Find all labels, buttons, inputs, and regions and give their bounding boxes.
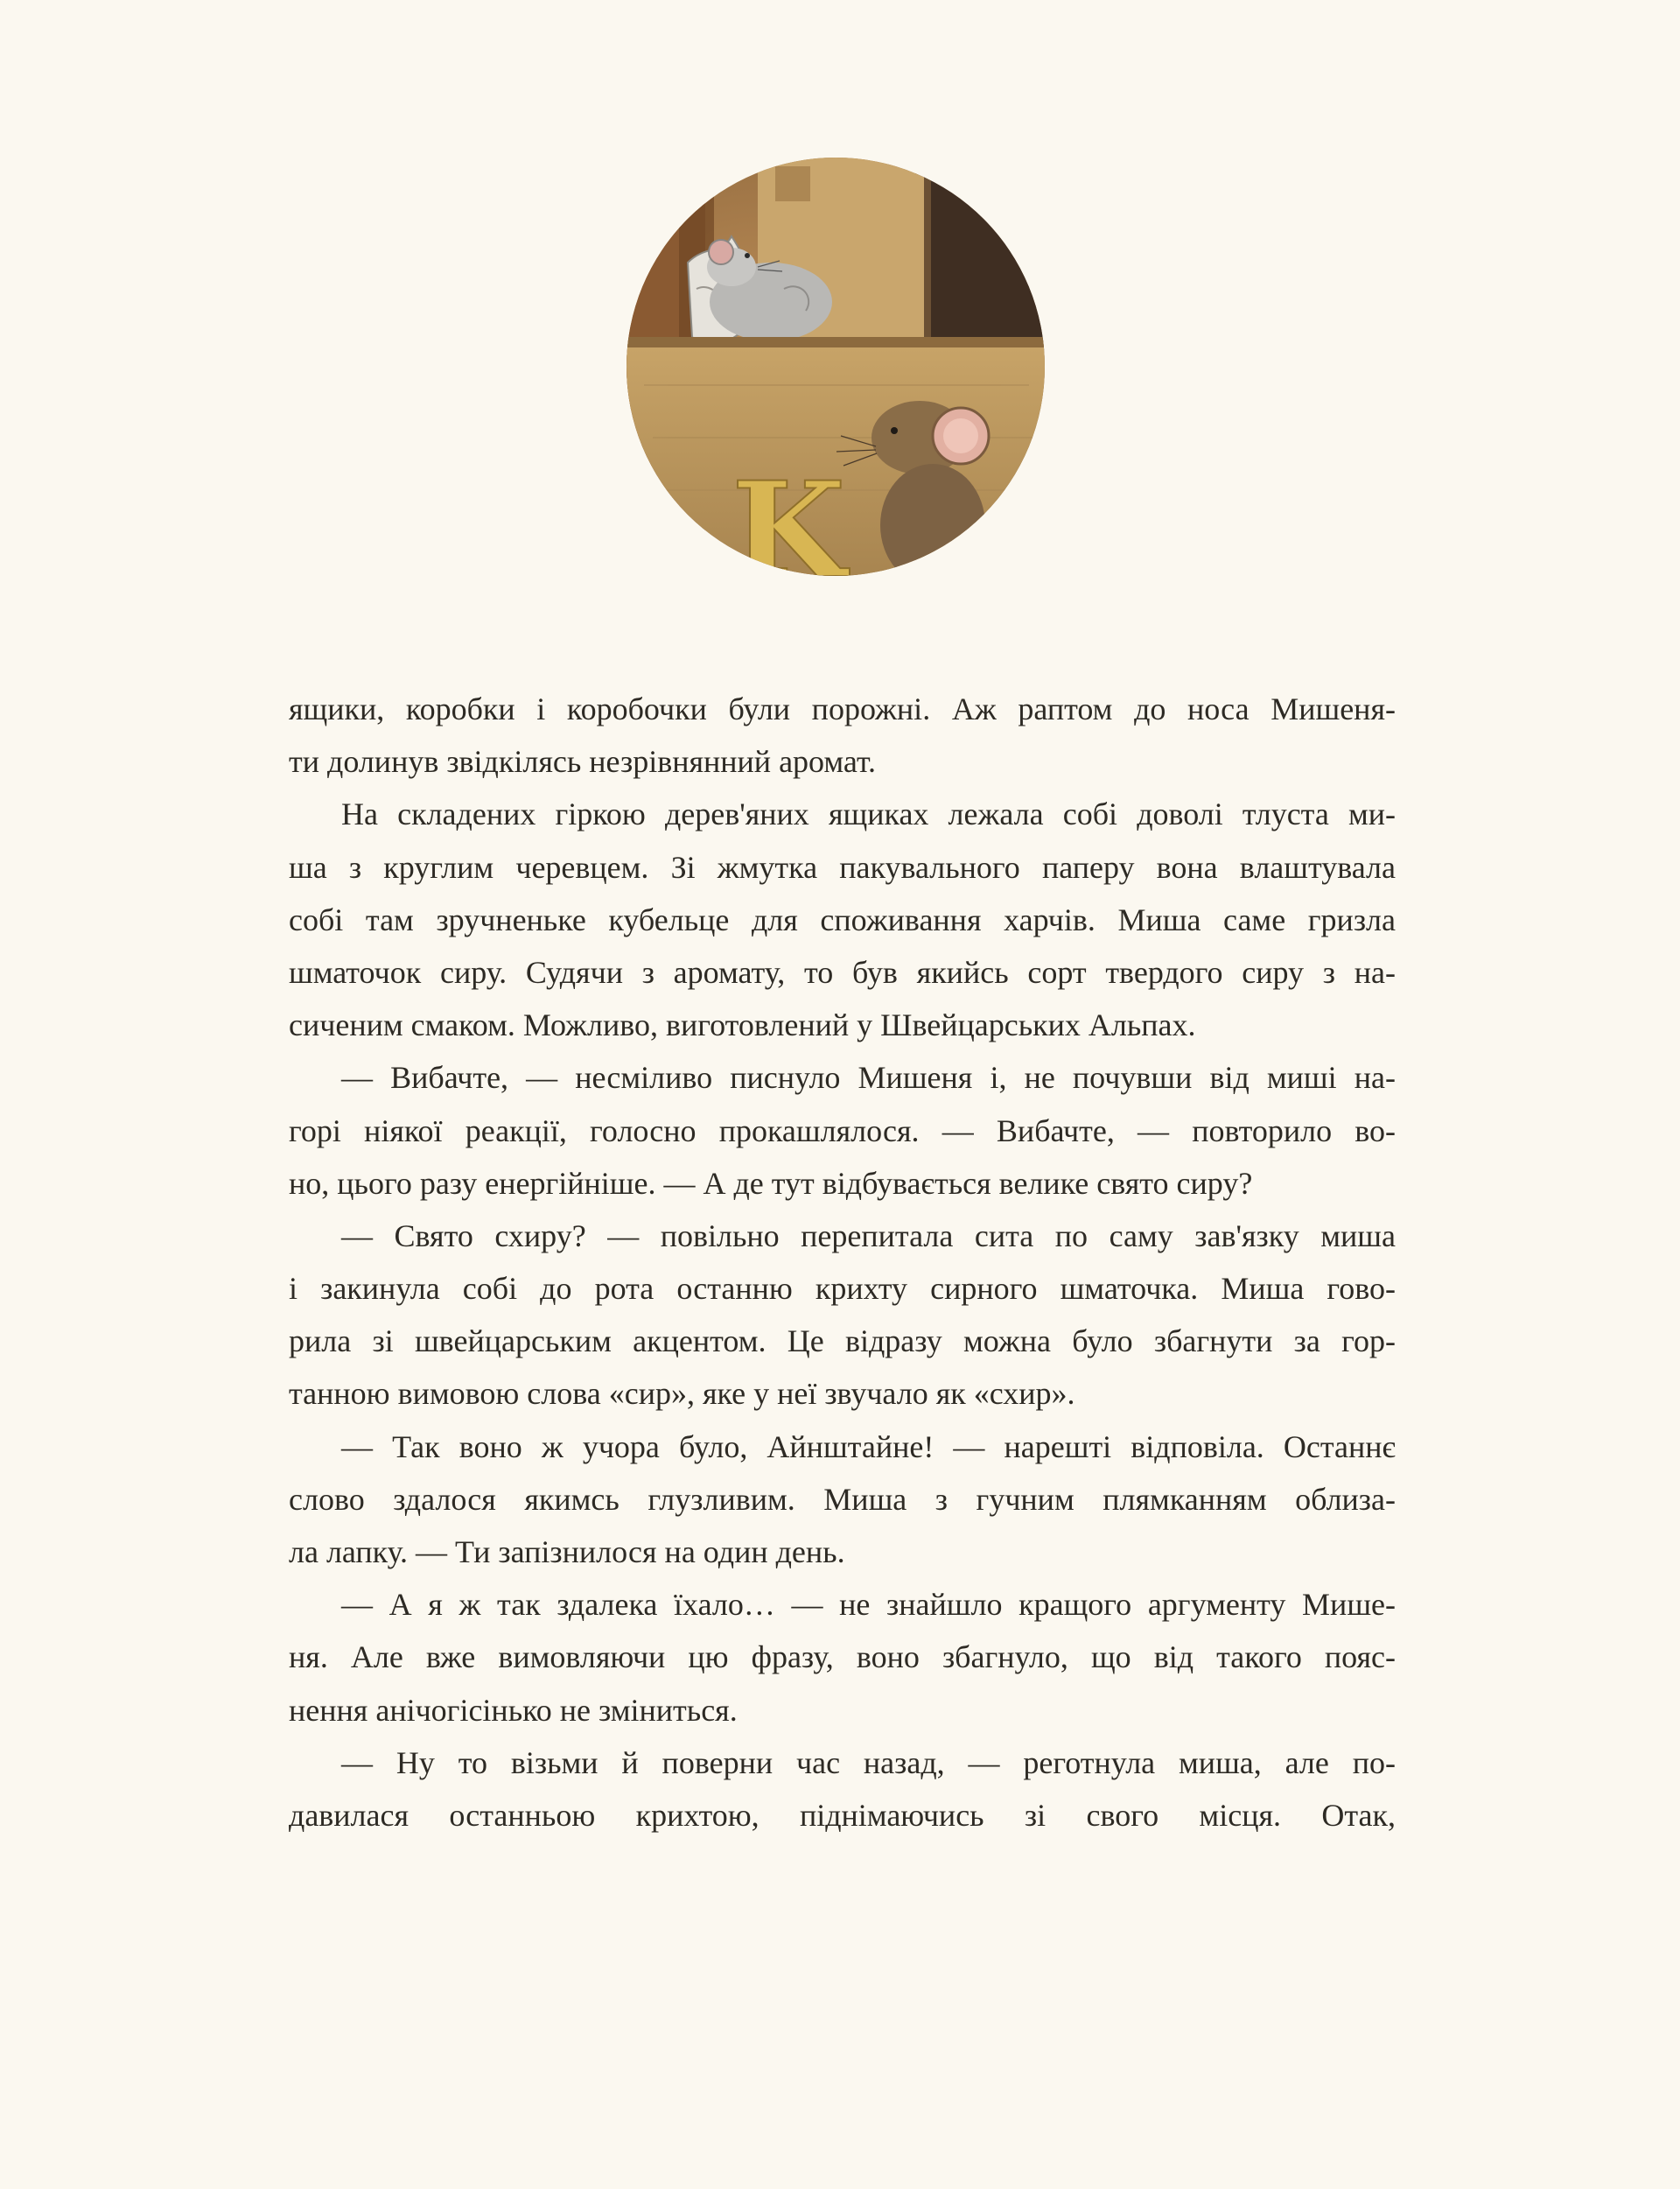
text-line: шматочок сиру. Судячи з аромату, то був якийсь сорт твердого сиру з на- — [289, 954, 1396, 990]
text-line: слово здалося якимсь глузливим. Миша з гучним плямканням облиза- — [289, 1481, 1396, 1517]
text-line: ти долинув звідкілясь незрівнянний аромат. — [289, 744, 876, 780]
text-line: — Вибачте, — несміливо писнуло Мишеня і, не почувши від миші на- — [341, 1060, 1396, 1096]
text-line: танною вимовою слова «сир», яке у неї звучало як «схир». — [289, 1376, 1075, 1412]
text-line: — Свято схиру? — повільно перепитала сита по саму зав'язку миша — [341, 1217, 1396, 1253]
text-line: рила зі швейцарським акцентом. Це відразу можна було збагнути за гор- — [289, 1323, 1396, 1359]
text-line: — Ну то візьми й поверни час назад, — реготнула миша, але по- — [341, 1744, 1396, 1780]
crate-letter-k: K — [732, 453, 846, 576]
text-line: — А я ж так здалека їхало… — не знайшло кращого аргументу Мише- — [341, 1587, 1396, 1623]
mice-illustration — [626, 158, 1045, 576]
text-line: сиченим смаком. Можливо, виготовлений у Швейцарських Альпах. — [289, 1007, 1196, 1043]
body-text — [289, 683, 1396, 1842]
text-line: ня. Але вже вимовляючи цю фразу, воно збагнуло, що від такого пояс- — [289, 1639, 1396, 1675]
text-line: но, цього разу енергійніше. — А де тут відбувається велике свято сиру? — [289, 1165, 1253, 1201]
text-line: — Так воно ж учора було, Айнштайне! — нарешті відповіла. Останнє — [341, 1428, 1396, 1464]
text-line: давилася останньою крихтою, піднімаючись зі свого місця. Отак, — [289, 1797, 1396, 1833]
text-line: ящики, коробки і коробочки були порожні. Аж раптом до носа Мишеня- — [289, 691, 1396, 726]
text-line: ла лапку. — Ти запізнилося на один день. — [289, 1534, 845, 1569]
text-line: і закинула собі до рота останню крихту сирного шматочка. Миша гово- — [289, 1271, 1396, 1307]
text-line: нення анічогісінько не зміниться. — [289, 1692, 738, 1728]
text-line: собі там зручненьке кубельце для споживання харчів. Миша саме гризла — [289, 902, 1396, 937]
text-line: На складених гіркою дерев'яних ящиках лежала собі доволі тлуста ми- — [341, 796, 1396, 832]
text-line: ша з круглим черевцем. Зі жмутка пакувального паперу вона влаштувала — [289, 849, 1396, 885]
text-line: горі ніякої реакції, голосно прокашлялося. — Вибачте, — повторило во- — [289, 1112, 1396, 1148]
